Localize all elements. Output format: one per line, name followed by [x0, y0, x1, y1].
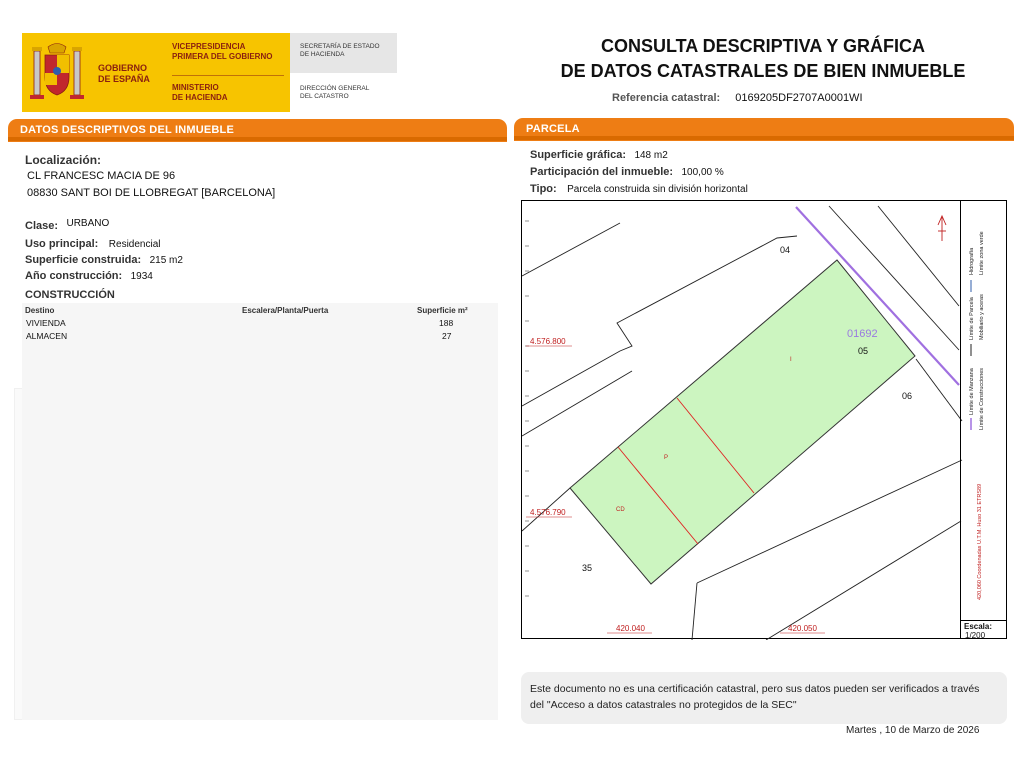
construccion-title: CONSTRUCCIÓN	[25, 289, 115, 301]
clase-row	[25, 216, 109, 234]
referencia-catastral	[612, 92, 863, 104]
map-tick-marks	[525, 221, 529, 596]
disclaimer-note	[521, 672, 1007, 724]
parcel-polygon	[570, 260, 915, 584]
scale-label: Escala:	[964, 622, 993, 631]
label-35: 35	[582, 563, 593, 573]
superficie-grafica-value: 148 m2	[634, 150, 668, 161]
cell-destino: VIVIENDA	[26, 318, 66, 328]
ref-label: Referencia catastral:	[612, 92, 721, 104]
cadastral-map[interactable]	[521, 200, 1007, 639]
document-title: CONSULTA DESCRIPTIVA Y GRÁFICA DE DATOS CATASTRALES DE BIEN INMUEBLE	[560, 36, 966, 81]
superficie-label: Superficie construida:	[25, 254, 142, 266]
legend-parcela: Límite de Parcela	[969, 297, 975, 340]
map-legend	[960, 200, 1007, 620]
legend-canvas	[961, 200, 1008, 620]
cell-superficie: 27	[442, 331, 452, 341]
scale-value: 1/200	[965, 631, 986, 640]
label-06: 06	[902, 391, 913, 401]
uso-value: Residencial	[108, 239, 161, 250]
coord-y-upper: 4.576.800	[530, 337, 566, 346]
coord-x-left: 420.040	[616, 624, 645, 633]
clase-value: URBANO	[66, 218, 110, 229]
address-line1: CL FRANCESC MACIA DE 96	[27, 170, 176, 182]
label-p: P	[664, 455, 669, 461]
vicepresidencia-name: VICEPRESIDENCIA PRIMERA DEL GOBIERNO	[172, 42, 273, 61]
legend-hidrografia: Hidrografía	[969, 247, 975, 275]
section-title-parcela: PARCELA	[526, 123, 580, 135]
legend-mobiliario: Mobiliario y aceras	[979, 294, 985, 340]
label-05: 05	[858, 346, 869, 356]
tipo-row	[530, 179, 748, 197]
map-canvas	[522, 201, 1008, 640]
direccion-general-name: DIRECCIÓN GENERAL DEL CATASTRO	[300, 85, 370, 100]
col-destino: Destino	[25, 306, 55, 315]
superficie-value: 215 m2	[149, 255, 183, 266]
coord-y-lower: 4.576.790	[530, 508, 566, 517]
section-bar-parcela	[514, 118, 1014, 140]
col-superficie: Superficie m²	[417, 306, 468, 315]
north-arrow-icon	[938, 216, 946, 241]
table-row	[22, 330, 498, 342]
disclaimer-text: Este documento no es una certificación catastral, pero sus datos pueden ser verificados a través del "Acceso a datos catastrales no protegidos de la SEC"	[530, 683, 980, 711]
anio-row	[25, 266, 153, 284]
participacion-label: Participación del inmueble:	[530, 166, 674, 178]
ref-value: 0169205DF2707A0001WI	[735, 92, 863, 104]
ministerio-name: MINISTERIO DE HACIENDA	[172, 83, 228, 102]
label-i: I	[790, 357, 792, 363]
clase-label: Clase:	[25, 220, 59, 232]
secretaria-name: SECRETARÍA DE ESTADO DE HACIENDA	[300, 43, 380, 58]
legend-manzana: Límite de Manzana	[969, 368, 975, 415]
participacion-value: 100,00 %	[681, 167, 724, 178]
legend-coordinates: 420,060 Coordenadas U.T.M. Huso 31 ETRS89	[977, 483, 983, 600]
localizacion-label: Localización:	[25, 153, 102, 167]
coat-of-arms-icon	[30, 41, 84, 105]
tipo-label: Tipo:	[530, 183, 557, 195]
section-underline-left	[8, 141, 507, 142]
cell-superficie: 188	[439, 318, 454, 328]
col-escalera: Escalera/Planta/Puerta	[242, 306, 329, 315]
address-line2: 08830 SANT BOI DE LLOBREGAT [BARCELONA]	[27, 187, 276, 199]
section-title-descriptivos: DATOS DESCRIPTIVOS DEL INMUEBLE	[20, 124, 235, 136]
construccion-table	[22, 303, 498, 720]
legend-construcciones: Límite de Construcciones	[979, 367, 985, 430]
superficie-grafica-row	[530, 145, 668, 163]
coord-x-right: 420.050	[788, 624, 817, 633]
superficie-grafica-label: Superficie gráfica:	[530, 149, 626, 161]
section-bar-descriptivos	[8, 119, 507, 141]
section-underline-right	[514, 140, 1014, 141]
anio-label: Año construcción:	[25, 270, 123, 282]
logo-divider	[172, 75, 284, 76]
document-date: Martes , 10 de Marzo de 2026	[846, 725, 980, 736]
government-logo	[22, 33, 290, 112]
table-row	[22, 317, 498, 329]
cell-destino: ALMACEN	[26, 331, 68, 341]
scale-box	[960, 620, 1007, 639]
gov-name: GOBIERNO DE ESPAÑA	[98, 63, 150, 84]
label-01692: 01692	[847, 328, 878, 340]
anio-value: 1934	[130, 271, 153, 282]
uso-label: Uso principal:	[25, 238, 99, 250]
secretaria-block	[290, 33, 397, 73]
label-04: 04	[780, 245, 791, 255]
participacion-row	[530, 162, 724, 180]
label-cd: CD	[616, 507, 625, 513]
legend-zona-verde: Límite zona verde	[979, 231, 985, 275]
tipo-value: Parcela construida sin división horizontal	[567, 184, 748, 195]
